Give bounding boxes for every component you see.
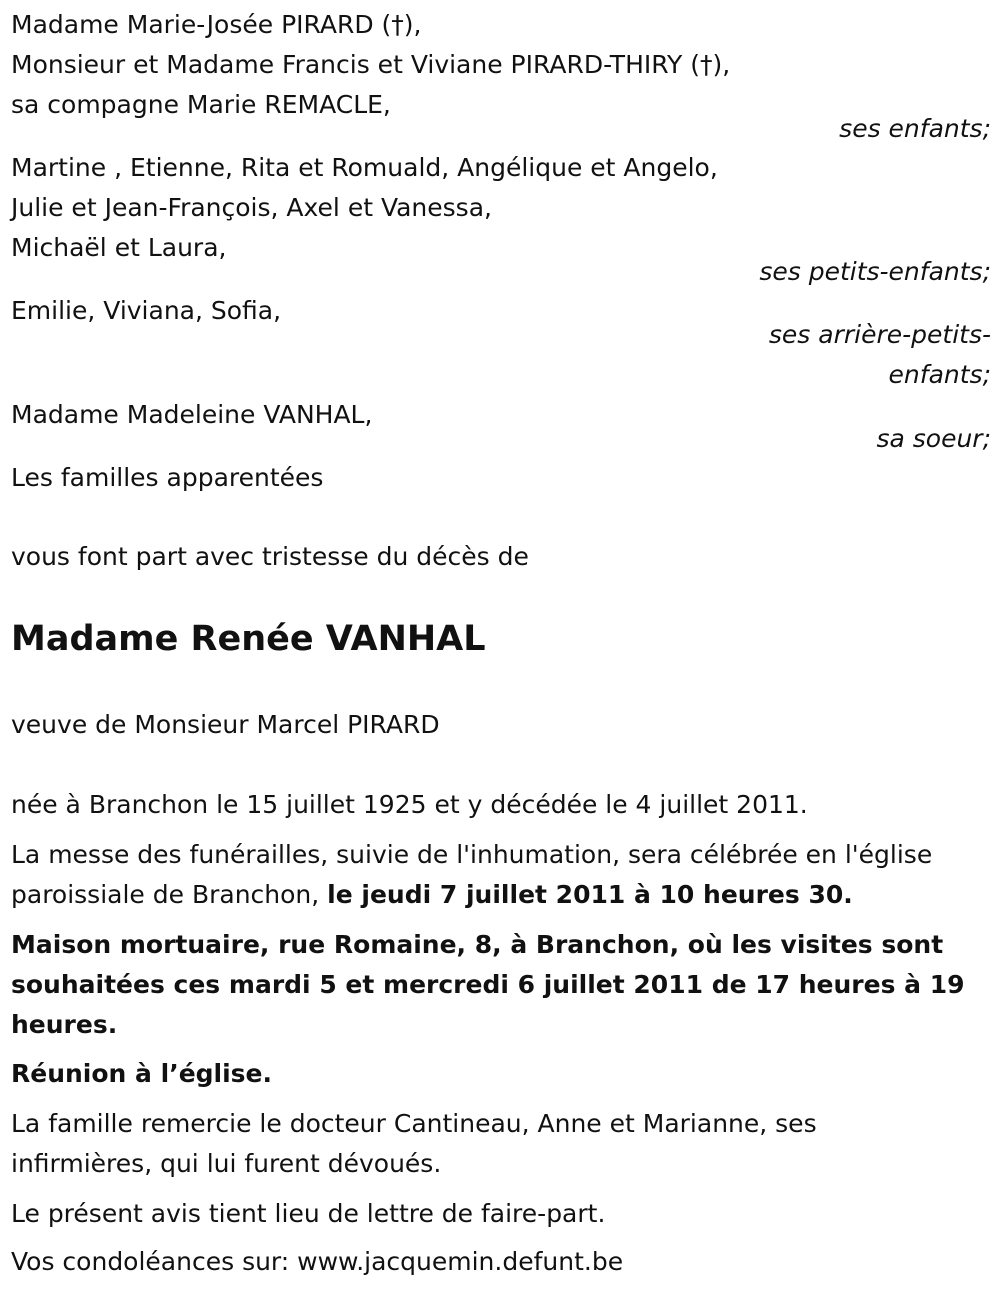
mortuary-line2: souhaitées ces mardi 5 et mercredi 6 juillet 2011 de 17 heures à 19: [11, 970, 965, 999]
obituary-page: [11, 0, 991, 1298]
great-grandchildren-role-line2: enfants;: [888, 360, 991, 389]
announcement-text: vous font part avec tristesse du décès de: [11, 542, 529, 571]
grandchildren-role: ses petits-enfants;: [759, 257, 991, 286]
funeral-line2-text: paroissiale de Branchon,: [11, 880, 328, 909]
mortuary-line3: heures.: [11, 1010, 118, 1039]
mortuary-line1: Maison mortuaire, rue Romaine, 8, à Branchon, où les visites sont: [11, 930, 944, 959]
great-grandchildren-line: Emilie, Viviana, Sofia,: [11, 296, 282, 325]
children-role: ses enfants;: [839, 114, 991, 143]
grandchildren-line: Michaël et Laura,: [11, 233, 227, 262]
children-line: sa compagne Marie REMACLE,: [11, 90, 391, 119]
funeral-line2: [11, 875, 853, 915]
grandchildren-line: Julie et Jean-François, Axel et Vanessa,: [11, 193, 492, 222]
condolences-text: Vos condoléances sur: www.jacquemin.defunt.be: [11, 1247, 624, 1276]
thanks-line1: La famille remercie le docteur Cantineau, Anne et Marianne, ses: [11, 1109, 817, 1138]
deceased-name: Madame Renée VANHAL: [11, 619, 486, 659]
sister-line: Madame Madeleine VANHAL,: [11, 400, 373, 429]
meeting-text: Réunion à l’église.: [11, 1059, 273, 1088]
widow-of: veuve de Monsieur Marcel PIRARD: [11, 710, 440, 739]
notice-text: Le présent avis tient lieu de lettre de faire-part.: [11, 1199, 606, 1228]
funeral-line1: La messe des funérailles, suivie de l'inhumation, sera célébrée en l'église: [11, 840, 933, 869]
sister-role: sa soeur;: [876, 424, 991, 453]
birth-death: née à Branchon le 15 juillet 1925 et y décédée le 4 juillet 2011.: [11, 790, 808, 819]
children-line: Madame Marie-Josée PIRARD (†),: [11, 10, 422, 39]
grandchildren-line: Martine , Etienne, Rita et Romuald, Angélique et Angelo,: [11, 153, 718, 182]
thanks-line2: infirmières, qui lui furent dévoués.: [11, 1149, 442, 1178]
children-line: Monsieur et Madame Francis et Viviane PIRARD-THIRY (†),: [11, 50, 731, 79]
great-grandchildren-role-line1: ses arrière-petits-: [768, 320, 991, 349]
related-families: Les familles apparentées: [11, 463, 324, 492]
funeral-date: le jeudi 7 juillet 2011 à 10 heures 30.: [327, 880, 853, 909]
